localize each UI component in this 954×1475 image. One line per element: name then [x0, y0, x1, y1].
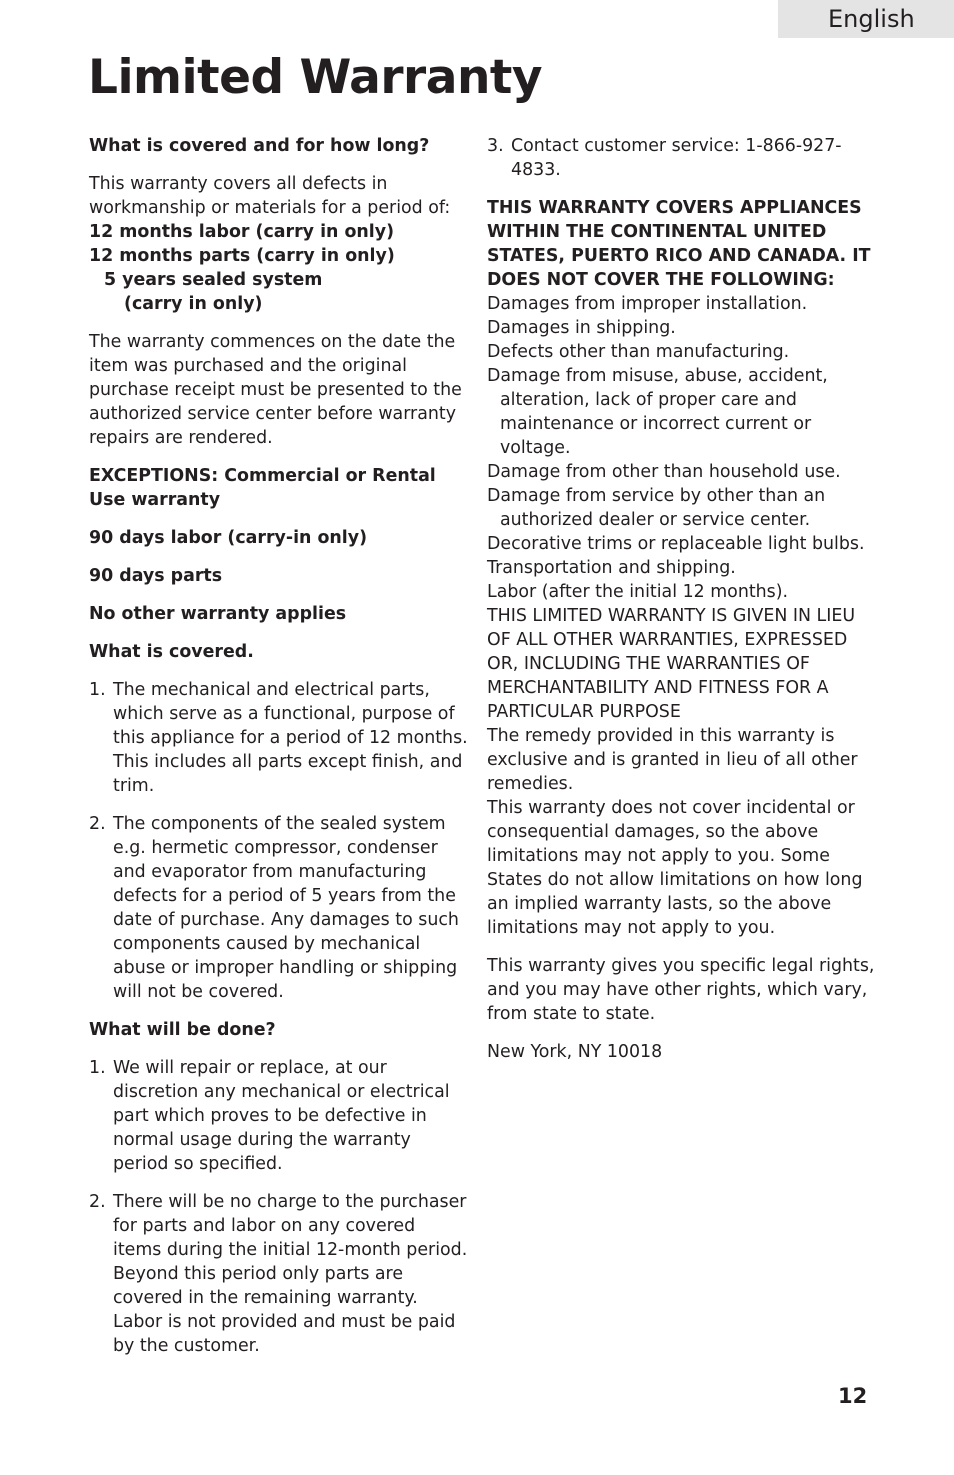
rights-text: This warranty gives you specific legal rights, and you may have other rights, which vary, from state to state. — [487, 956, 875, 1024]
commence-text: The warranty commences on the date the item was purchased and the original purchase receipt must be presented to the authorized service center before warranty repairs are rendered. — [89, 332, 462, 448]
period-sealed-note: (carry in only) — [124, 294, 263, 314]
covers-intro: This warranty covers all defects in workmanship or materials for a period of: — [89, 174, 451, 218]
exclusion-item: Damages from improper installation. — [487, 294, 808, 314]
period-sealed: 5 years sealed system — [104, 270, 323, 290]
list-text: The mechanical and electrical parts, which serve as a functional, purpose of this appliance for a period of 12 months. This includes all parts except finish, and trim. — [113, 680, 468, 796]
exclusion-item: Damage from misuse, abuse, accident, alteration, lack of proper care and maintenance or incorrect current or voltage. — [487, 366, 828, 458]
period-labor: 12 months labor (carry in only) — [89, 222, 395, 242]
list-number: 1. — [89, 1058, 106, 1078]
left-column — [89, 134, 469, 1358]
exclusion-item: Labor (after the initial 12 months). — [487, 582, 789, 602]
list-item — [89, 812, 469, 1004]
what-done-heading: What will be done? — [89, 1020, 276, 1040]
contact-text: Contact customer service: 1-866-927-4833. — [511, 136, 842, 180]
exceptions-heading: EXCEPTIONS: Commercial or Rental Use warranty — [89, 466, 436, 510]
exclusion-item: Transportation and shipping. — [487, 558, 736, 578]
exceptions-labor: 90 days labor (carry-in only) — [89, 528, 368, 548]
page-title: Limited Warranty — [88, 50, 543, 105]
list-number: 3. — [487, 136, 504, 156]
what-covered-heading: What is covered. — [89, 642, 254, 662]
list-item — [487, 134, 877, 182]
exclusions-list — [487, 292, 877, 604]
exceptions-parts: 90 days parts — [89, 566, 223, 586]
list-text: The components of the sealed system e.g. hermetic compressor, condenser and evaporator from manufacturing defects for a period of 5 years from the date of purchase. Any damages to such components caused by mechanical abuse or improper handling or shipping will not be covered. — [113, 814, 459, 1002]
period-parts: 12 months parts (carry in only) — [89, 246, 395, 266]
list-number: 1. — [89, 680, 106, 700]
address: New York, NY 10018 — [487, 1042, 663, 1062]
exclusion-item: Damage from service by other than an authorized dealer or service center. — [487, 486, 826, 530]
exclusion-item: Defects other than manufacturing. — [487, 342, 790, 362]
language-tab: English — [778, 0, 954, 38]
list-text: There will be no charge to the purchaser for parts and labor on any covered items during the initial 12-month period. Beyond this period only parts are covered in the remaining warranty. Labor is not provided and must be paid by the customer. — [113, 1192, 468, 1356]
right-column — [487, 134, 877, 1064]
list-text: We will repair or replace, at our discretion any mechanical or electrical part which proves to be defective in normal usage during the warranty period so specified. — [113, 1058, 450, 1174]
list-item — [89, 1056, 469, 1176]
coverage-heading: THIS WARRANTY COVERS APPLIANCES WITHIN THE CONTINENTAL UNITED STATES, PUERTO RICO AND CANADA. IT DOES NOT COVER THE FOLLOWING: — [487, 198, 871, 290]
exclusion-item: Damages in shipping. — [487, 318, 676, 338]
incidental-text: This warranty does not cover incidental or consequential damages, so the above limitations may not apply to you. Some States do not allow limitations on how long an implied warranty lasts, so the above limitations may not apply to you. — [487, 798, 863, 938]
covered-heading: What is covered and for how long? — [89, 136, 430, 156]
exclusion-item: Damage from other than household use. — [487, 462, 841, 482]
page-number: 12 — [838, 1384, 868, 1408]
list-number: 2. — [89, 814, 106, 834]
list-number: 2. — [89, 1192, 106, 1212]
list-item — [89, 1190, 469, 1358]
remedy-text: The remedy provided in this warranty is exclusive and is granted in lieu of all other remedies. — [487, 726, 858, 794]
no-other-warranty: No other warranty applies — [89, 604, 347, 624]
list-item — [89, 678, 469, 798]
exclusion-item: Decorative trims or replaceable light bulbs. — [487, 534, 865, 554]
lieu-text: THIS LIMITED WARRANTY IS GIVEN IN LIEU OF ALL OTHER WARRANTIES, EXPRESSED OR, INCLUDING THE WARRANTIES OF MERCHANTABILITY AND FITNESS FOR A PARTICULAR PURPOSE — [487, 606, 856, 722]
